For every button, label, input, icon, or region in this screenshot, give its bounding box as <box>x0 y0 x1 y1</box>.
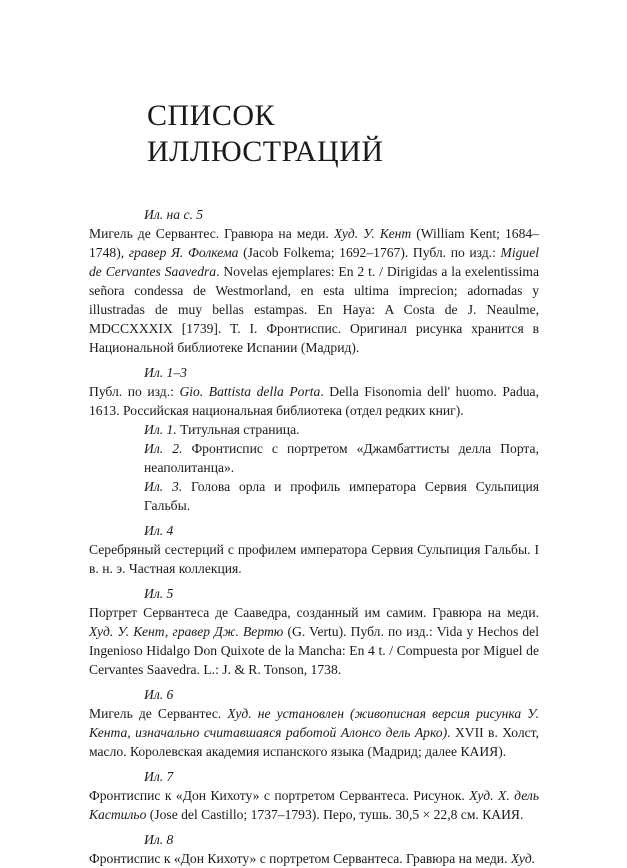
entry-text: Фронтиспис к «Дон Кихоту» с портретом Сервантеса. Гравюра на меди. Худ. <box>89 851 536 866</box>
entry-heading: Ил. 1–3 <box>144 365 187 380</box>
entry-heading: Ил. 7 <box>144 769 174 784</box>
illustration-list <box>89 205 539 868</box>
sub-entry: Ил. 2. Фронтиспис с портретом «Джамбаттисты делла Порта, неаполитанца». <box>144 441 539 475</box>
sub-entry: Ил. 1. Титульная страница. <box>144 422 300 437</box>
entry-text: Мигель де Сервантес. Худ. не установлен (живописная версия рисунка У. Кента, изначально считавшаяся работой Алонсо дель Арко). XVII в. Холст, масло. Королевская академия испанского языка (Мадрид; далее КАИЯ). <box>89 706 540 759</box>
entry-heading: Ил. 6 <box>144 687 174 702</box>
page-title <box>147 98 384 170</box>
entry-text: Публ. по изд.: Gio. Battista della Porta. Della Fisonomia dell' huomo. Padua, 1613. Российская национальная библиотека (отдел редких книг). <box>89 384 539 418</box>
title-line-1: СПИСОК <box>147 99 276 132</box>
entry-heading: Ил. 4 <box>144 523 174 538</box>
sub-entry: Ил. 3. Голова орла и профиль императора Сервия Сульпиция Гальбы. <box>144 479 539 513</box>
entry-heading: Ил. 8 <box>144 832 174 847</box>
entry-heading: Ил. 5 <box>144 586 174 601</box>
entry-text: Фронтиспис к «Дон Кихоту» с портретом Сервантеса. Рисунок. Худ. Х. дель Кастильо (Jose del Castillo; 1737–1793). Перо, тушь. 30,5 × 22,8 см. КАИЯ. <box>89 788 540 822</box>
entry-heading: Ил. на с. 5 <box>144 207 204 222</box>
entry-text: Портрет Сервантеса де Сааведра, созданный им самим. Гравюра на меди. Худ. У. Кент, гравер Дж. Вертю (G. Vertu). Публ. по изд.: Vida y Hechos del Ingenioso Hidalgo Don Quixote de la Mancha: En 4 t. / Compuesta por Miguel de Cervantes Saavedra. L.: J. & R. Tonson, 1738. <box>89 605 539 677</box>
entry-text: Серебряный сестерций с профилем императора Сервия Сульпиция Гальбы. I в. н. э. Частная коллекция. <box>89 542 539 576</box>
title-line-2: ИЛЛЮСТРАЦИЙ <box>147 135 384 168</box>
entry-text: Мигель де Сервантес. Гравюра на меди. Худ. У. Кент (William Kent; 1684–1748), гравер Я. Фолкема (Jacob Folkema; 1692–1767). Публ. по изд.: Miguel de Cervantes Saavedra. Novelas ejemplares: En 2 t. / Dirigidas a la exelentissima señora condessa de Westmorland, en esta ultima imprecion; adornadas y illustradas de muy bellas estampas. En Haya: A Costa de J. Neaulme, MDCCXXXIX [1739]. T. I. Фронтиспис. Оригинал рисунка хранится в Национальной библиотеке Испании (Мадрид). <box>89 226 540 355</box>
